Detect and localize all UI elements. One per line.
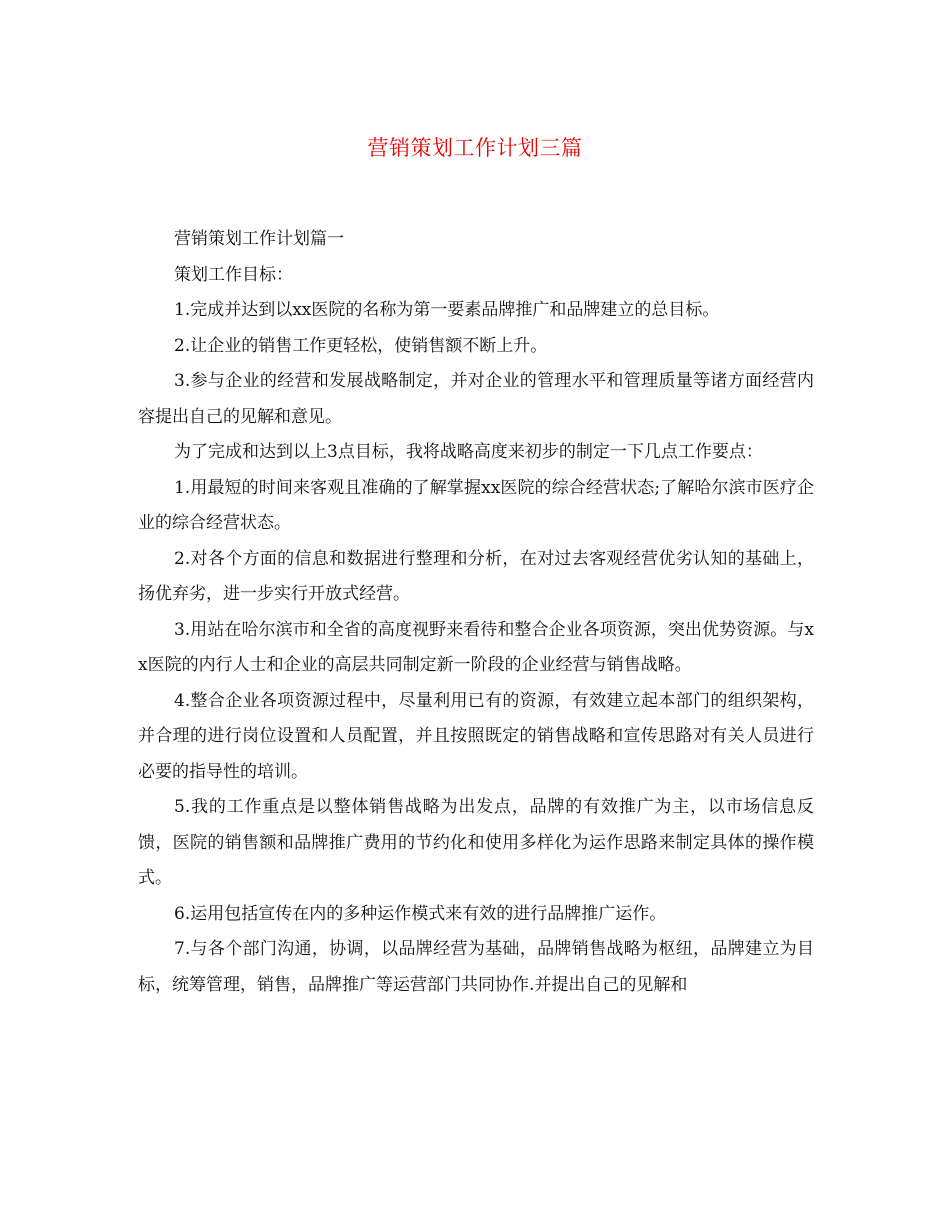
paragraph-point-2: 2.对各个方面的信息和数据进行整理和分析，在对过去客观经营优劣认知的基础上，扬优弃劣，进一步实行开放式经营。 [138,548,814,604]
document-body [138,222,814,1003]
paragraph-intro: 为了完成和达到以上3点目标，我将战略高度来初步的制定一下几点工作要点： [174,442,763,462]
paragraph-goal-1: 1.完成并达到以xx医院的名称为第一要素品牌推广和品牌建立的总目标。 [174,300,720,320]
paragraph-goal-2: 2.让企业的销售工作更轻松，使销售额不断上升。 [174,335,548,356]
paragraph-goal-3: 3.参与企业的经营和发展战略制定，并对企业的管理水平和管理质量等诸方面经营内容提出自己的见解和意见。 [138,371,814,427]
paragraph-point-4: 4.整合企业各项资源过程中，尽量利用已有的资源，有效建立起本部门的组织架构，并合理的进行岗位设置和人员配置，并且按照既定的销售战略和宣传思路对有关人员进行必要的指导性的培训。 [138,690,814,782]
document-title: 营销策划工作计划三篇 [367,136,583,160]
paragraph-goals-label: 策划工作目标： [174,264,293,285]
paragraph-point-1: 1.用最短的时间来客观且准确的了解掌握xx医院的综合经营状态;了解哈尔滨市医疗企业的综合经营状态。 [138,477,814,533]
paragraph-point-3: 3.用站在哈尔滨市和全省的高度视野来看待和整合企业各项资源，突出优势资源。与xx医院的内行人士和企业的高层共同制定新一阶段的企业经营与销售战略。 [138,619,814,675]
paragraph-point-7: 7.与各个部门沟通，协调，以品牌经营为基础，品牌销售战略为枢纽，品牌建立为目标，统筹管理，销售，品牌推广等运营部门共同协作.并提出自己的见解和 [138,939,814,995]
paragraph-section-heading: 营销策划工作计划篇一 [174,229,344,249]
paragraph-point-6: 6.运用包括宣传在内的多种运作模式来有效的进行品牌推广运作。 [174,903,667,924]
paragraph-point-5: 5.我的工作重点是以整体销售战略为出发点，品牌的有效推广为主，以市场信息反馈，医院的销售额和品牌推广费用的节约化和使用多样化为运作思路来制定具体的操作模式。 [138,797,814,888]
